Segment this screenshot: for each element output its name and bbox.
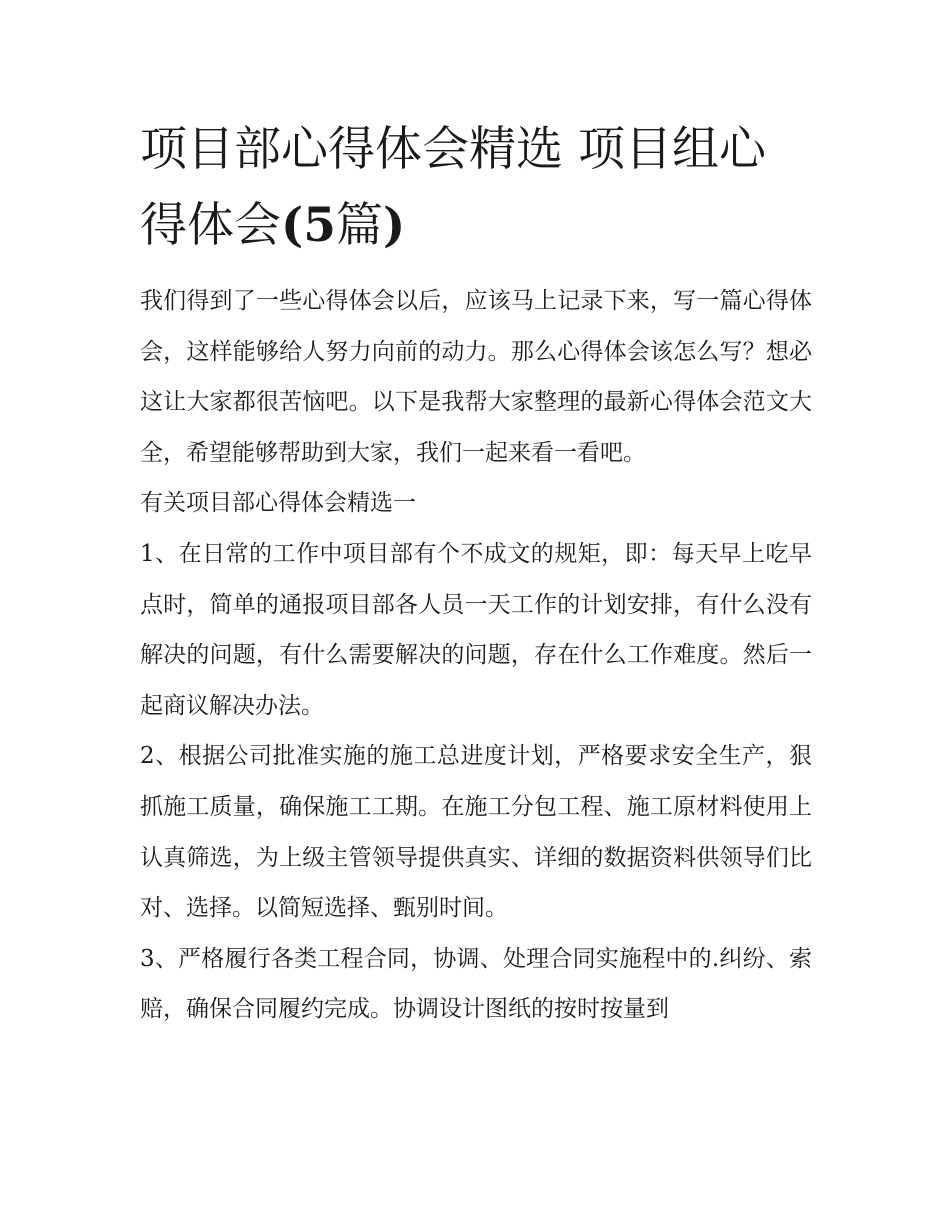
title-count: (5 xyxy=(281,198,336,253)
title-close-paren: ) xyxy=(382,198,406,253)
document-page xyxy=(140,112,812,1035)
body-paragraph-3: 3、严格履行各类工程合同，协调、处理合同实施程中的.纠纷、索赔，确保合同履约完成。协调设计图纸的按时按量到 xyxy=(140,945,812,1023)
title-unit: 篇 xyxy=(335,198,383,253)
document-title xyxy=(140,112,812,264)
body-paragraph-2: 2、根据公司批准实施的施工总进度计划，严格要求安全生产，狠抓施工质量，确保施工工期。在施工分包工程、施工原材料使用上认真筛选，为上级主管领导提供真实、详细的数据资料供领导们比对、选择。以简短选择、甄别时间。 xyxy=(140,743,812,922)
title-text: 项目部心得体会精选 项目组心得体会 xyxy=(140,122,766,253)
section-heading: 有关项目部心得体会精选一 xyxy=(140,490,416,517)
intro-paragraph: 我们得到了一些心得体会以后，应该马上记录下来，写一篇心得体会，这样能够给人努力向前的动力。那么心得体会该怎么写？想必这让大家都很苦恼吧。以下是我帮大家整理的最新心得体会范文大全，希望能够帮助到大家，我们一起来看一看吧。 xyxy=(140,288,812,466)
body-paragraph-1: 1、在日常的工作中项目部有个不成文的规矩，即：每天早上吃早点时，简单的通报项目部各人员一天工作的计划安排，有什么没有解决的问题，有什么需要解决的问题，存在什么工作难度。然后一起商议解决办法。 xyxy=(140,540,812,719)
